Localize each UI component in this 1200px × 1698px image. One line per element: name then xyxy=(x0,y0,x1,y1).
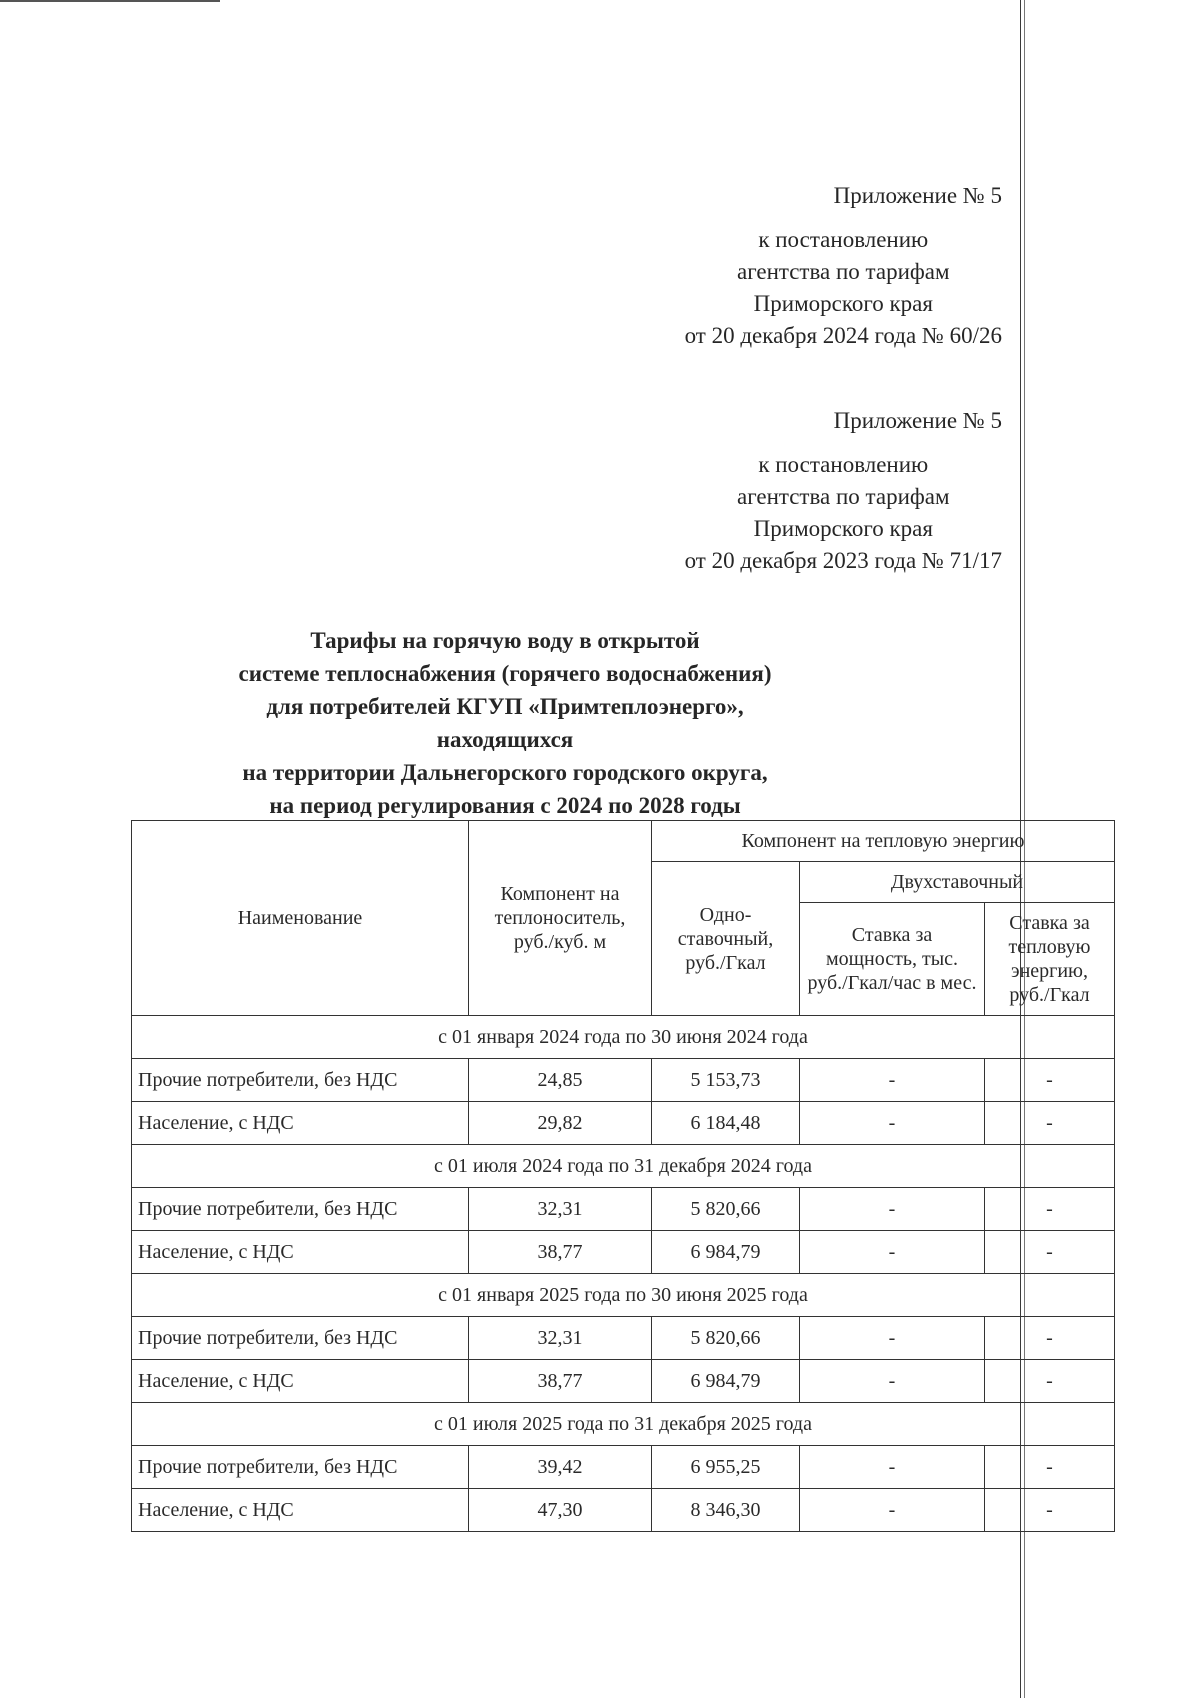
capacity-rate-value: - xyxy=(800,1102,985,1145)
energy-rate-value: - xyxy=(985,1188,1115,1231)
consumer-name: Население, с НДС xyxy=(132,1102,469,1145)
table-row xyxy=(132,1489,1115,1532)
period-label: с 01 июля 2025 года по 31 декабря 2025 года xyxy=(132,1403,1115,1446)
header-energy-rate: Ставка за тепловую энергию, руб./Гкал xyxy=(985,903,1115,1016)
scan-artifact-top-line xyxy=(0,0,220,2)
title-line: системе теплоснабжения (горячего водоснабжения) xyxy=(238,661,772,686)
consumer-name: Прочие потребители, без НДС xyxy=(132,1317,469,1360)
coolant-value: 47,30 xyxy=(469,1489,652,1532)
title-line: Тарифы на горячую воду в открытой xyxy=(310,628,700,653)
table-row xyxy=(132,1059,1115,1102)
period-label: с 01 июля 2024 года по 31 декабря 2024 года xyxy=(132,1145,1115,1188)
appendix-number: Приложение № 5 xyxy=(833,183,1002,208)
coolant-value: 39,42 xyxy=(469,1446,652,1489)
period-row xyxy=(132,1403,1115,1446)
coolant-value: 38,77 xyxy=(469,1231,652,1274)
single-rate-value: 6 984,79 xyxy=(652,1231,800,1274)
capacity-rate-value: - xyxy=(800,1489,985,1532)
capacity-rate-value: - xyxy=(800,1059,985,1102)
coolant-value: 38,77 xyxy=(469,1360,652,1403)
period-row xyxy=(132,1274,1115,1317)
header-capacity-rate: Ставка за мощность, тыс. руб./Гкал/час в мес. xyxy=(800,903,985,1016)
appendix-line: к постановлению xyxy=(758,227,929,252)
appendix-line: Приморского края xyxy=(753,291,933,316)
appendix-line: к постановлению xyxy=(758,452,929,477)
consumer-name: Население, с НДС xyxy=(132,1231,469,1274)
appendix-line: от 20 декабря 2023 года № 71/17 xyxy=(684,548,1002,573)
period-row xyxy=(132,1016,1115,1059)
period-label: с 01 января 2024 года по 30 июня 2024 года xyxy=(132,1016,1115,1059)
title-line: для потребителей КГУП «Примтеплоэнерго», находящихся xyxy=(266,694,744,752)
tariff-table xyxy=(131,820,1115,1532)
header-coolant-component: Компонент на теплоноситель, руб./куб. м xyxy=(469,821,652,1016)
single-rate-value: 8 346,30 xyxy=(652,1489,800,1532)
table-row xyxy=(132,1317,1115,1360)
header-two-rate: Двухставочный xyxy=(800,862,1115,903)
capacity-rate-value: - xyxy=(800,1360,985,1403)
single-rate-value: 6 984,79 xyxy=(652,1360,800,1403)
period-row xyxy=(132,1145,1115,1188)
coolant-value: 32,31 xyxy=(469,1317,652,1360)
energy-rate-value: - xyxy=(985,1360,1115,1403)
appendix-header-previous xyxy=(685,405,1002,577)
energy-rate-value: - xyxy=(985,1489,1115,1532)
appendix-number: Приложение № 5 xyxy=(833,408,1002,433)
energy-rate-value: - xyxy=(985,1231,1115,1274)
single-rate-value: 5 153,73 xyxy=(652,1059,800,1102)
energy-rate-value: - xyxy=(985,1059,1115,1102)
header-thermal-component: Компонент на тепловую энергию xyxy=(652,821,1115,862)
single-rate-value: 6 955,25 xyxy=(652,1446,800,1489)
single-rate-value: 6 184,48 xyxy=(652,1102,800,1145)
consumer-name: Население, с НДС xyxy=(132,1360,469,1403)
appendix-header-current xyxy=(685,180,1002,352)
header-single-rate: Одно-ставочный, руб./Гкал xyxy=(652,862,800,1016)
consumer-name: Прочие потребители, без НДС xyxy=(132,1059,469,1102)
table-row xyxy=(132,1360,1115,1403)
document-title xyxy=(200,624,810,822)
coolant-value: 24,85 xyxy=(469,1059,652,1102)
table-row xyxy=(132,1102,1115,1145)
capacity-rate-value: - xyxy=(800,1446,985,1489)
appendix-line: агентства по тарифам xyxy=(737,484,950,509)
title-line: на территории Дальнегорского городского округа, xyxy=(242,760,768,785)
table-row xyxy=(132,1446,1115,1489)
appendix-line: Приморского края xyxy=(753,516,933,541)
coolant-value: 32,31 xyxy=(469,1188,652,1231)
energy-rate-value: - xyxy=(985,1102,1115,1145)
consumer-name: Прочие потребители, без НДС xyxy=(132,1188,469,1231)
table-row xyxy=(132,1188,1115,1231)
title-line: на период регулирования с 2024 по 2028 годы xyxy=(269,793,741,818)
table-row xyxy=(132,1231,1115,1274)
energy-rate-value: - xyxy=(985,1446,1115,1489)
coolant-value: 29,82 xyxy=(469,1102,652,1145)
capacity-rate-value: - xyxy=(800,1188,985,1231)
single-rate-value: 5 820,66 xyxy=(652,1188,800,1231)
header-name: Наименование xyxy=(132,821,469,1016)
single-rate-value: 5 820,66 xyxy=(652,1317,800,1360)
period-label: с 01 января 2025 года по 30 июня 2025 года xyxy=(132,1274,1115,1317)
energy-rate-value: - xyxy=(985,1317,1115,1360)
capacity-rate-value: - xyxy=(800,1317,985,1360)
consumer-name: Население, с НДС xyxy=(132,1489,469,1532)
consumer-name: Прочие потребители, без НДС xyxy=(132,1446,469,1489)
appendix-line: от 20 декабря 2024 года № 60/26 xyxy=(684,323,1002,348)
appendix-line: агентства по тарифам xyxy=(737,259,950,284)
capacity-rate-value: - xyxy=(800,1231,985,1274)
